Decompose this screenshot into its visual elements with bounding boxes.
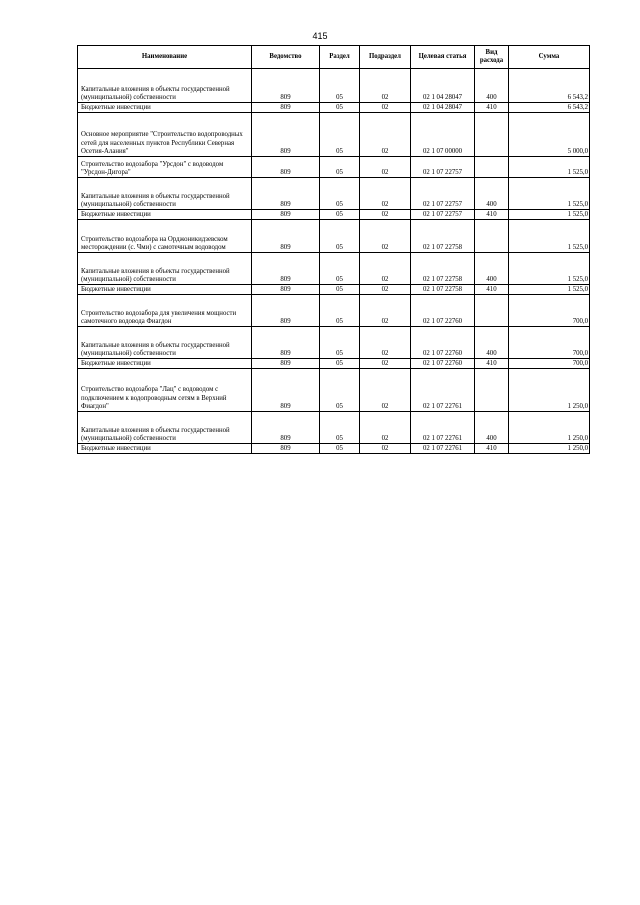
row-name: Бюджетные инвестиции [78,103,252,113]
row-target: 02 1 07 22758 [411,285,475,295]
row-sum: 1 525,0 [509,178,590,210]
budget-table [77,45,590,454]
table-row [78,253,590,285]
row-name: Капитальные вложения в объекты государственной (муниципальной) собственности [78,412,252,444]
row-section: 05 [320,444,360,454]
row-dept: 809 [252,178,320,210]
row-expense [475,295,509,327]
row-sum: 700,0 [509,359,590,369]
row-name: Строительство водозабора "Урсдон" с водоводом "Урсдон-Дигора" [78,157,252,178]
table-row [78,444,590,454]
row-subsection: 02 [360,69,411,103]
row-expense: 410 [475,103,509,113]
row-expense: 410 [475,210,509,220]
row-section: 05 [320,285,360,295]
row-section: 05 [320,113,360,157]
row-subsection: 02 [360,157,411,178]
header-target: Целевая статья [411,46,475,69]
row-subsection: 02 [360,210,411,220]
row-section: 05 [320,369,360,412]
row-sum: 1 525,0 [509,285,590,295]
row-name: Строительство водозабора на Орджоникидзевском месторождении (с. Чми) с самотечным водоводом [78,220,252,253]
row-target: 02 1 07 22760 [411,359,475,369]
table-row [78,210,590,220]
row-expense: 400 [475,178,509,210]
row-sum: 6 543,2 [509,69,590,103]
row-name: Капитальные вложения в объекты государственной (муниципальной) собственности [78,69,252,103]
row-sum: 700,0 [509,295,590,327]
header-section: Раздел [320,46,360,69]
row-target: 02 1 07 00000 [411,113,475,157]
table-row [78,412,590,444]
row-name: Бюджетные инвестиции [78,285,252,295]
table-row [78,327,590,359]
table-row [78,369,590,412]
row-sum: 5 000,0 [509,113,590,157]
row-section: 05 [320,69,360,103]
row-dept: 809 [252,113,320,157]
row-target: 02 1 04 28047 [411,103,475,113]
row-section: 05 [320,157,360,178]
row-sum: 1 525,0 [509,210,590,220]
row-target: 02 1 07 22757 [411,210,475,220]
table-row [78,113,590,157]
table-header-row [78,46,590,69]
header-sum: Сумма [509,46,590,69]
row-dept: 809 [252,412,320,444]
row-sum: 6 543,2 [509,103,590,113]
table-row [78,178,590,210]
row-name: Основное мероприятие "Строительство водопроводных сетей для населенных пунктов Республики Северная Осетия-Алания" [78,113,252,157]
row-name: Бюджетные инвестиции [78,359,252,369]
row-expense: 410 [475,359,509,369]
row-expense: 400 [475,327,509,359]
row-section: 05 [320,178,360,210]
table-row [78,157,590,178]
row-dept: 809 [252,369,320,412]
row-dept: 809 [252,103,320,113]
row-target: 02 1 07 22760 [411,327,475,359]
row-target: 02 1 07 22757 [411,157,475,178]
row-section: 05 [320,253,360,285]
row-target: 02 1 07 22761 [411,444,475,454]
row-sum: 1 525,0 [509,157,590,178]
row-dept: 809 [252,285,320,295]
row-section: 05 [320,103,360,113]
page-number: 415 [312,31,328,41]
row-name: Бюджетные инвестиции [78,210,252,220]
row-section: 05 [320,295,360,327]
row-section: 05 [320,359,360,369]
header-dept: Ведомство [252,46,320,69]
row-dept: 809 [252,327,320,359]
row-sum: 1 525,0 [509,253,590,285]
row-expense [475,220,509,253]
row-section: 05 [320,327,360,359]
row-subsection: 02 [360,295,411,327]
row-expense: 400 [475,253,509,285]
table-row [78,285,590,295]
row-target: 02 1 07 22758 [411,253,475,285]
row-dept: 809 [252,359,320,369]
row-subsection: 02 [360,103,411,113]
row-subsection: 02 [360,220,411,253]
table-row [78,295,590,327]
header-expense: Вид расхода [475,46,509,69]
row-expense: 400 [475,412,509,444]
row-name: Капитальные вложения в объекты государственной (муниципальной) собственности [78,327,252,359]
row-dept: 809 [252,295,320,327]
row-section: 05 [320,412,360,444]
row-subsection: 02 [360,285,411,295]
row-name: Капитальные вложения в объекты государственной (муниципальной) собственности [78,178,252,210]
row-target: 02 1 07 22760 [411,295,475,327]
table-row [78,103,590,113]
row-section: 05 [320,220,360,253]
row-expense: 410 [475,285,509,295]
header-name: Наименование [78,46,252,69]
row-subsection: 02 [360,359,411,369]
row-target: 02 1 07 22758 [411,220,475,253]
row-sum: 1 250,0 [509,444,590,454]
row-sum: 1 250,0 [509,412,590,444]
row-dept: 809 [252,253,320,285]
row-name: Бюджетные инвестиции [78,444,252,454]
row-subsection: 02 [360,113,411,157]
row-subsection: 02 [360,412,411,444]
row-expense [475,369,509,412]
row-expense [475,157,509,178]
row-dept: 809 [252,69,320,103]
row-dept: 809 [252,210,320,220]
row-subsection: 02 [360,444,411,454]
row-name: Строительство водозабора "Лац" с водоводом с подключением к водопроводным сетям в Верхний Фиагдон" [78,369,252,412]
row-subsection: 02 [360,253,411,285]
row-expense [475,113,509,157]
table-row [78,220,590,253]
table-row [78,359,590,369]
row-target: 02 1 07 22761 [411,369,475,412]
table-row [78,69,590,103]
row-target: 02 1 07 22761 [411,412,475,444]
row-sum: 1 525,0 [509,220,590,253]
row-dept: 809 [252,444,320,454]
row-dept: 809 [252,220,320,253]
row-sum: 1 250,0 [509,369,590,412]
row-expense: 410 [475,444,509,454]
header-subsection: Подраздел [360,46,411,69]
row-section: 05 [320,210,360,220]
row-subsection: 02 [360,178,411,210]
row-expense: 400 [475,69,509,103]
row-target: 02 1 04 28047 [411,69,475,103]
row-name: Капитальные вложения в объекты государственной (муниципальной) собственности [78,253,252,285]
row-name: Строительство водозабора для увеличения мощности самотечного водовода Фиагдон [78,295,252,327]
row-sum: 700,0 [509,327,590,359]
row-dept: 809 [252,157,320,178]
row-subsection: 02 [360,327,411,359]
row-target: 02 1 07 22757 [411,178,475,210]
row-subsection: 02 [360,369,411,412]
